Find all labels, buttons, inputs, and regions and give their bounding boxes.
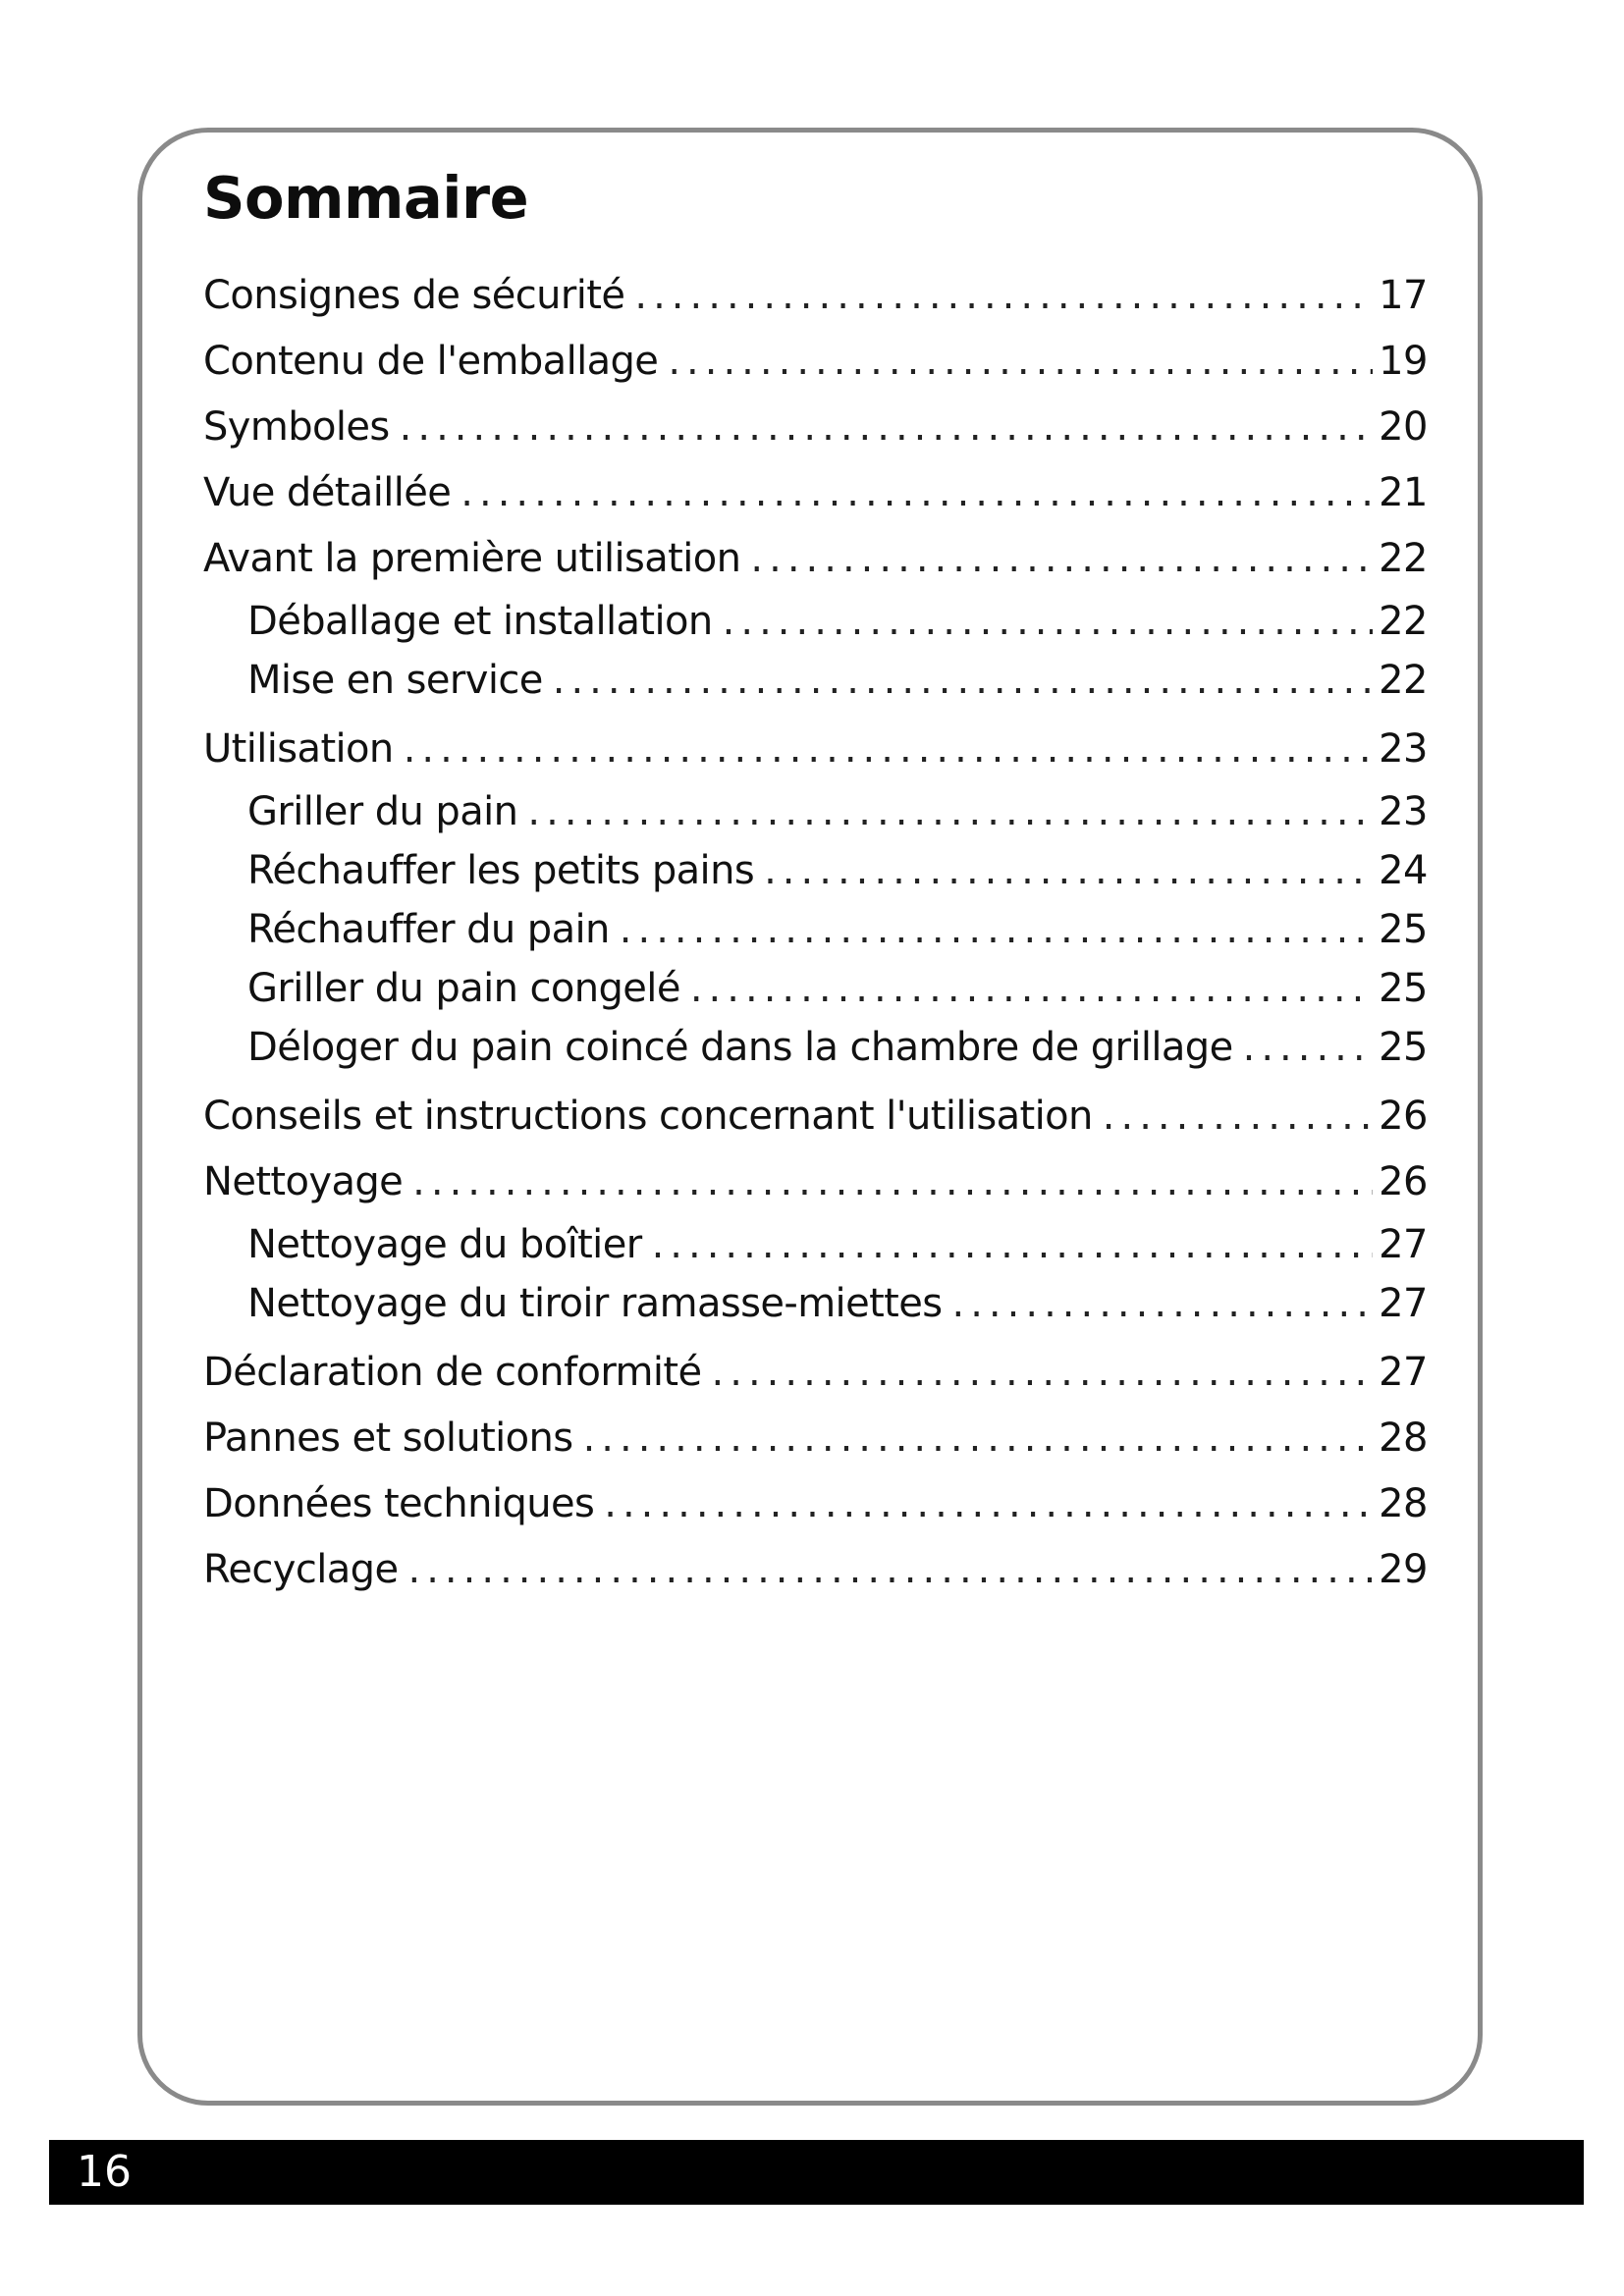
toc-entry-page: 19 (1379, 339, 1428, 384)
toc-entry-label: Recyclage (203, 1547, 399, 1592)
dot-leader (604, 1471, 1373, 1537)
toc-entry-contenu-de-l-emballage[interactable] (203, 329, 1428, 395)
toc-entry-declaration-de-conformite[interactable] (203, 1340, 1428, 1406)
dot-leader (1243, 1018, 1373, 1077)
toc-entry-label: Données techniques (203, 1481, 595, 1526)
toc-entry-rechauffer-les-petits-pains[interactable] (203, 841, 1428, 900)
toc-entry-page: 28 (1379, 1415, 1428, 1461)
dot-leader (460, 460, 1373, 526)
toc-entry-nettoyage-du-boitier[interactable] (203, 1215, 1428, 1274)
toc-entry-label: Griller du pain (247, 789, 518, 834)
dot-leader (690, 959, 1373, 1018)
toc-entry-label: Nettoyage du tiroir ramasse-miettes (247, 1281, 943, 1326)
toc-entry-page: 24 (1379, 848, 1428, 893)
footer-bar (49, 2140, 1584, 2205)
toc-entry-page: 27 (1379, 1281, 1428, 1326)
toc-entry-symboles[interactable] (203, 395, 1428, 460)
page-title: Sommaire (203, 164, 529, 232)
toc-entry-label: Utilisation (203, 726, 394, 772)
dot-leader (412, 1149, 1373, 1215)
toc-entry-page: 25 (1379, 1025, 1428, 1070)
dot-leader (620, 900, 1373, 959)
toc-entry-page: 21 (1379, 470, 1428, 515)
dot-leader (764, 841, 1373, 900)
toc-entry-nettoyage[interactable] (203, 1149, 1428, 1215)
toc-entry-page: 29 (1379, 1547, 1428, 1592)
toc-entry-label: Consignes de sécurité (203, 273, 625, 318)
dot-leader (952, 1274, 1374, 1333)
toc-entry-deloger-du-pain-coince[interactable] (203, 1018, 1428, 1077)
toc-entry-pannes-et-solutions[interactable] (203, 1406, 1428, 1471)
dot-leader (652, 1215, 1374, 1274)
toc-entry-griller-du-pain[interactable] (203, 782, 1428, 841)
toc-entry-recyclage[interactable] (203, 1537, 1428, 1603)
toc-entry-utilisation[interactable] (203, 717, 1428, 782)
toc-entry-nettoyage-du-tiroir[interactable] (203, 1274, 1428, 1333)
toc-entry-label: Avant la première utilisation (203, 536, 741, 581)
page-number: 16 (77, 2147, 132, 2197)
toc-entry-label: Conseils et instructions concernant l'utilisation (203, 1094, 1093, 1139)
toc-entry-page: 22 (1379, 599, 1428, 644)
toc-entry-label: Déloger du pain coincé dans la chambre de grillage (247, 1025, 1233, 1070)
toc-entry-label: Symboles (203, 404, 390, 450)
toc-entry-label: Contenu de l'emballage (203, 339, 659, 384)
toc-entry-rechauffer-du-pain[interactable] (203, 900, 1428, 959)
toc-entry-label: Griller du pain congelé (247, 966, 680, 1011)
toc-entry-donnees-techniques[interactable] (203, 1471, 1428, 1537)
toc-entry-label: Nettoyage du boîtier (247, 1222, 642, 1267)
toc-entry-page: 20 (1379, 404, 1428, 450)
table-of-contents (203, 263, 1428, 1603)
toc-entry-page: 26 (1379, 1159, 1428, 1204)
dot-leader (527, 782, 1373, 841)
toc-entry-page: 17 (1379, 273, 1428, 318)
toc-entry-griller-du-pain-congele[interactable] (203, 959, 1428, 1018)
toc-entry-page: 22 (1379, 536, 1428, 581)
toc-entry-page: 22 (1379, 658, 1428, 703)
toc-entry-consignes-de-securite[interactable] (203, 263, 1428, 329)
toc-entry-label: Vue détaillée (203, 470, 452, 515)
toc-entry-label: Réchauffer du pain (247, 907, 610, 952)
dot-leader (553, 651, 1373, 710)
toc-entry-page: 23 (1379, 726, 1428, 772)
toc-entry-label: Pannes et solutions (203, 1415, 573, 1461)
dot-leader (583, 1406, 1374, 1471)
dot-leader (404, 717, 1373, 782)
toc-entry-label: Déballage et installation (247, 599, 713, 644)
dot-leader (750, 526, 1373, 592)
toc-entry-vue-detaillee[interactable] (203, 460, 1428, 526)
dot-leader (723, 592, 1373, 651)
toc-entry-label: Nettoyage (203, 1159, 404, 1204)
toc-entry-label: Réchauffer les petits pains (247, 848, 755, 893)
toc-entry-conseils-et-instructions[interactable] (203, 1084, 1428, 1149)
dot-leader (400, 395, 1373, 460)
toc-entry-page: 25 (1379, 907, 1428, 952)
toc-entry-page: 26 (1379, 1094, 1428, 1139)
toc-entry-page: 28 (1379, 1481, 1428, 1526)
dot-leader (1103, 1084, 1373, 1149)
toc-entry-page: 27 (1379, 1350, 1428, 1395)
toc-entry-page: 25 (1379, 966, 1428, 1011)
toc-entry-avant-la-premiere-utilisation[interactable] (203, 526, 1428, 592)
dot-leader (712, 1340, 1374, 1406)
toc-entry-mise-en-service[interactable] (203, 651, 1428, 710)
toc-entry-label: Déclaration de conformité (203, 1350, 702, 1395)
toc-entry-page: 23 (1379, 789, 1428, 834)
dot-leader (634, 263, 1373, 329)
dot-leader (408, 1537, 1374, 1603)
toc-entry-label: Mise en service (247, 658, 543, 703)
toc-entry-deballage-et-installation[interactable] (203, 592, 1428, 651)
dot-leader (668, 329, 1373, 395)
toc-entry-page: 27 (1379, 1222, 1428, 1267)
